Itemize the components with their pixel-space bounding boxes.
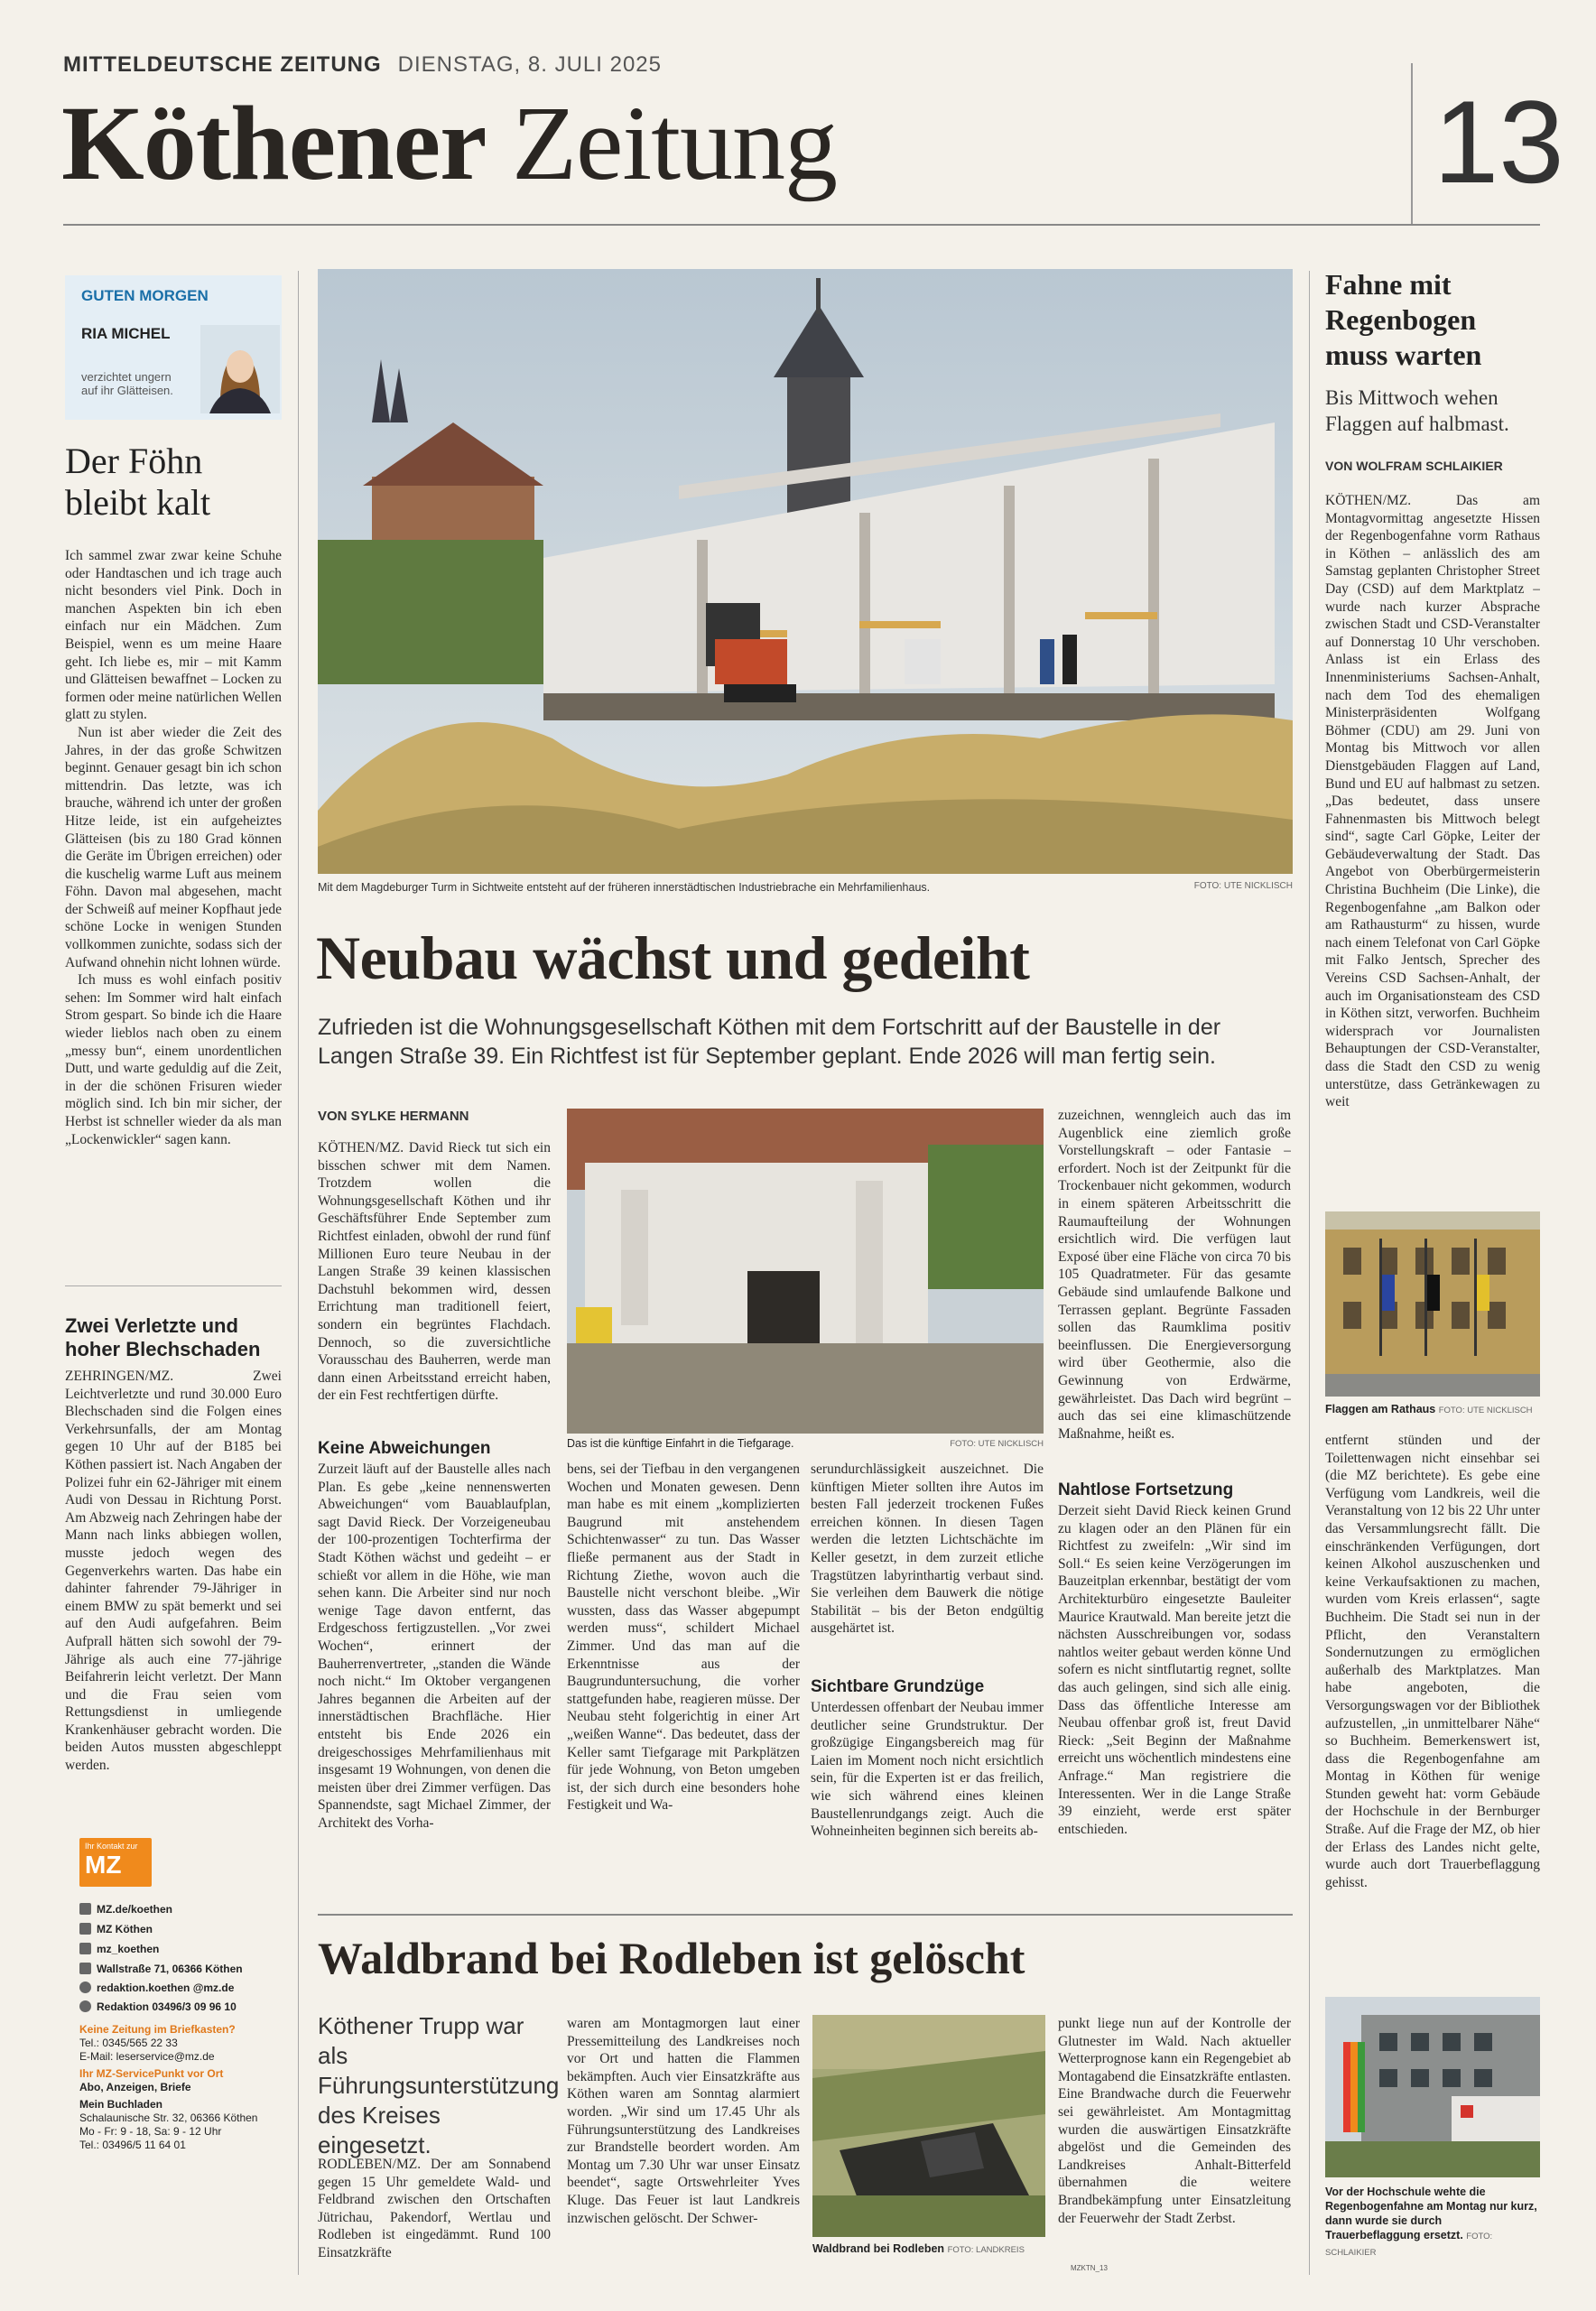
footer-code: MZKTN_13 — [1071, 2264, 1108, 2272]
left-divider — [65, 1285, 282, 1286]
main-col3-text: serundurchlässigkeit auszeichnet. Die künftigen Mieter sollten ihre Autos im besten Fall jederzeit trockenen Fußes erreichen können. In diesen Tagen werden die letzten Lichtschächte im Keller gesetzt, in dem zurzeit etliche Tragstützen labyrinthartig verbaut sind. Sie verleihen dem Bauwerk die nötige Stabilität – bis der Beton endgültig ausgehärtet ist. — [811, 1462, 1044, 1637]
contact-link-label: mz_koethen — [97, 1943, 160, 1955]
main-col4-text: zuzeichnen, wenngleich auch das im Augenblick eine ziemlich große Vorstellungskraft – oder Fantasie – erfordert. Noch ist der Zeitpunkt für die Trockenbauer nicht gekommen, wodurch in einem späteren Arbeitsschritt die Raumaufteilung der Wohnungen ersichtlich wird. Die verfügen laut Exposé über eine Fläche von circa 70 bis 105 Quadratmeter. Für das gesamte Gebäude sind umlaufende Balkone und Terrassen geplant. Begrünte Fassaden sollen das Raumklima positiv beeinflussen. Die Energieversorgung wird über Geothermie, also die Gewinnung von Erdwärme, gewährleistet. Das Dach wird begrünt – auch das sei eine klimaschützende Maßnahme, heißt es. — [1058, 1108, 1291, 1442]
column-divider-right — [1309, 271, 1310, 2275]
contact-email-text: redaktion.koethen @mz.de — [97, 1982, 235, 1994]
bottom-headline: Waldbrand bei Rodleben ist gelöscht — [318, 1933, 1025, 1983]
web-icon — [79, 1903, 91, 1915]
contact-link-facebook[interactable] — [79, 1919, 269, 1939]
main-col4-subhead: Nahtlose Fortsetzung — [1058, 1480, 1234, 1499]
main-photo-caption-text: Mit dem Magdeburger Turm in Sichtweite entsteht auf der früheren innerstädtischen Industriebrache ein Mehrfamilienhaus. — [318, 881, 931, 894]
bottom-lead: Köthener Trupp war als Führungsunterstützung des Kreises eingesetzt. — [318, 2012, 560, 2158]
delivery-head: Keine Zeitung im Briefkasten? — [79, 2023, 236, 2036]
rathaus-flags-photo — [1325, 1211, 1540, 1397]
mz-badge — [79, 1838, 152, 1887]
hochschule-caption-text: Vor der Hochschule wehte die Regenbogenfahne am Montag nur kurz, dann wurde sie durch Trauerbeflaggung ersetzt. — [1325, 2186, 1537, 2241]
contact-box — [79, 1838, 269, 2152]
rathaus-caption-text: Flaggen am Rathaus — [1325, 1403, 1436, 1415]
paper-title-bold: Köthener — [61, 84, 487, 202]
main-lead: Zufrieden ist die Wohnungsgesellschaft Köthen mit dem Fortschritt auf der Baustelle in der Langen Straße 39. Ein Richtfest ist für September geplant. Ende 2026 will man fertig sein. — [318, 1015, 1221, 1069]
delivery-mail: E-Mail: leserservice@mz.de — [79, 2050, 215, 2063]
paper-title — [61, 84, 837, 202]
tiefgarage-credit: FOTO: UTE NICKLISCH — [950, 1439, 1044, 1449]
contact-address — [79, 1963, 269, 1976]
tiefgarage-photo — [567, 1109, 1044, 1434]
issue-date: DIENSTAG, 8. JULI 2025 — [397, 52, 662, 77]
unfall-body: ZEHRINGEN/MZ. Zwei Leichtverletzte und rund 30.000 Euro Blechschaden sind die Folgen eines Verkehrsunfalls, der am Montag gegen 10 Uhr auf der B185 bei Köthen passiert ist. Nach Angaben der Polizei fuhr ein 62-Jähriger mit einem Audi von Dessau in Richtung Porst. Am Abzweig nach Zehringen habe der Mann nach links abbiegen wollen, musste jedoch wegen des Gegenverkehrs warten. Das habe ein dahinter fahrender 79-Jähriger in einem BMW zu spät bemerkt und sei auf den Audi aufgefahren. Beim Aufprall hätten sich sowohl der 79-Jährige als auch eine 77-jährige Beifahrerin leicht verletzt. Der Mann und die Frau seien vom Rettungsdienst in umliegende Krankenhäuser gebracht worden. Die beiden Autos mussten abgeschleppt werden. — [65, 1369, 282, 1774]
contact-email[interactable] — [79, 1982, 269, 1995]
contact-link-label: MZ.de/koethen — [97, 1903, 173, 1916]
rathaus-caption — [1325, 1403, 1540, 1415]
shop-name: Mein Buchladen — [79, 2098, 163, 2111]
hochschule-photo — [1325, 1997, 1540, 2177]
contact-phone — [79, 2000, 269, 2014]
masthead-rule — [63, 224, 1540, 226]
main-byline: VON SYLKE HERMANN — [318, 1109, 469, 1124]
shop-tel: Tel.: 03496/5 11 64 01 — [79, 2139, 186, 2151]
publication-name: MITTELDEUTSCHE ZEITUNG — [63, 52, 382, 77]
service-sub: Abo, Anzeigen, Briefe — [79, 2081, 191, 2093]
right-text2: entfernt stünden und der Toilettenwagen nicht einsehbar sei (die MZ berichtete). Es gebe eine Verfügung vom Landkreis, weil die Veranstaltung von 12 bis 22 Uhr unter das Versammlungsrecht fällt. Die einschränkenden Verfügungen, dort keinen Alkohol auszuschenken und keine Verkaufsaktionen zu machen, wurden vom Kreis erlassen“, sagte Buchheim. Die Stadt sei nun in der Pflicht, den Veranstaltern Sondernutzungen zu ermöglichen außerhalb des Marktplatzes. Man habe angeboten, die Versorgungswagen vor der Bibliothek aufzustellen, „in unmittelbarer Nähe“ so Buchheim. Bemerkenswert ist, dass die Regenbogenfahne am Montag in Köthen für wenige Stunden geweht hat: vorm Gebäude der Hochschule in der Bernburger Straße. Auf die Frage der MZ, ob hier der Erlass des Landes nicht gelte, wurde auch dort Trauerbeflaggung gehisst. — [1325, 1433, 1540, 1890]
mail-icon — [79, 1963, 91, 1974]
contact-phone-text: Redaktion 03496/3 09 96 10 — [97, 2000, 237, 2013]
contact-link-label: MZ Köthen — [97, 1923, 153, 1935]
guten-morgen-label: GUTEN MORGEN — [81, 287, 209, 304]
rathaus-credit: FOTO: UTE NICKLISCH — [1438, 1406, 1533, 1415]
at-icon — [79, 1982, 91, 1993]
bottom-col1: RODLEBEN/MZ. Der am Sonnabend gegen 15 Uhr gemeldete Wald- und Feldbrand zwischen den Ortschaften Jütrichau, Pakendorf, Wertlau und Rodleben ist eingedämmt. Rund 100 Einsatzkräfte — [318, 2157, 551, 2260]
shop-hours: Mo - Fr: 9 - 18, Sa: 9 - 12 Uhr — [79, 2125, 222, 2138]
contact-address-text: Wallstraße 71, 06366 Köthen — [97, 1963, 243, 1975]
x-icon — [79, 1943, 91, 1954]
main-col3-subhead: Sichtbare Grundzüge — [811, 1677, 985, 1696]
column-divider-left — [298, 271, 299, 2275]
delivery-tel: Tel.: 0345/565 22 33 — [79, 2037, 178, 2049]
page-number-divider — [1411, 63, 1413, 226]
right-text1: KÖTHEN/MZ. Das am Montagvormittag angesetzte Hissen der Regenbogenfahne vorm Rathaus in Köthen – anlässlich des am Samstag geplanten Christopher Street Day (CSD) auf dem Marktplatz – wurde nach kurzer Absprache zwischen Stadt und CSD-Veranstalter auf Donnerstag 10 Uhr verschoben. Anlass ist ein Erlass des Innenministeriums Sachsen-Anhalt, nach dem Tod des ehemaligen Ministerpräsidenten Wolfgang Böhmer (CDU) am 29. Juni von Montag bis Mittwoch vor allen Dienstgebäuden Flaggen auf Land, Bund und EU auf halbmast zu setzen. „Das bedeutet, dass unsere Fahnenmasten bis Mittwoch belegt sind“, sagte Carl Göpke, Leiter der Gebäudeverwaltung der Stadt. Das Angebot von Oberbürgermeisterin Christina Buchheim (Die Linke), die Regenbogenfahne „am Balkon oder am Rathausturm“ zu hissen, wurde nach einem Telefonat von Carl Göpke mit Falko Jentsch, Sprecher des Vereins CSD Sachsen-Anhalt, der auch im Organisationsteam des CSD in Köthen sitzt, verworfen. Buchheim widersprach vor Journalisten Behauptungen der CSD-Veranstalter, dass die Stadt den CSD zu wenig unterstütze, dass Getränkewagen zu weit — [1325, 493, 1540, 1110]
shop-address: Schalaunische Str. 32, 06366 Köthen — [79, 2111, 258, 2124]
contact-link-x[interactable] — [79, 1939, 269, 1959]
column-left-headline: Der Föhn bleibt kalt — [65, 441, 211, 523]
author-name: RIA MICHEL — [81, 325, 171, 342]
bottom-col3: punkt liege nun auf der Kontrolle der Glutnester im Wald. Nach aktueller Wetterprognose kann ein Regengebiet ab Montagabend die Einsatzkräfte entlasten. Eine Brandwache durch die Feuerwehr sei gewährleistet. Am Montagmittag wurden die auswärtigen Einsatzkräfte abgelöst und die Gemeinden des Landkreises Anhalt-Bitterfeld übernahmen die weitere Brandbekämpfung unter Einsatzleitung der Feuerwehr der Stadt Zerbst. — [1058, 2016, 1291, 2226]
waldbrand-photo — [812, 2015, 1045, 2237]
mz-badge-text: MZ — [85, 1851, 122, 1879]
right-byline: VON WOLFRAM SCHLAIKIER — [1325, 459, 1503, 473]
right-headline: Fahne mit Regenbogen muss warten — [1325, 268, 1482, 371]
paper-title-regular: Zeitung — [511, 84, 837, 202]
waldbrand-credit: FOTO: LANDKREIS — [947, 2245, 1025, 2255]
main-col1-text: Zurzeit läuft auf der Baustelle alles nach Plan. Es gebe „keine nennenswerten Abweichungen“ vom Bauablaufplan, sagt David Rieck. Der Vorzeigeneubau der 100-prozentigen Tochterfirma der Stadt Köthen wächst und gedeiht – er schießt vor allem in die Höhe, wie man sehen kann. Die Arbeiter sind nur noch wenige Tage davon entfernt, das Erdgeschoss fertigzustellen. „Vor zwei Wochen“, erinnert der Bauherrenvertreter, „standen die Wände noch nicht.“ Im Oktober vergangenen Jahres begannen die Arbeiten auf der innerstädtischen Brachfläche. Hier entsteht bis Ende 2026 ein dreigeschossiges Mehrfamilienhaus mit insgesamt 19 Wohnungen, von denen die meisten über drei Zimmer verfügen. Das Spannendste, sagt Michael Zimmer, der Architekt des Vorha- — [318, 1462, 551, 1831]
unfall-headline: Zwei Verletzte und hoher Blechschaden — [65, 1314, 261, 1360]
hochschule-caption — [1325, 2185, 1540, 2260]
waldbrand-caption — [812, 2242, 1045, 2255]
page-number: 13 — [1434, 76, 1564, 208]
mz-badge-small: Ihr Kontakt zur — [85, 1842, 138, 1851]
main-col1-subhead: Keine Abweichungen — [318, 1439, 491, 1458]
main-photo-construction — [318, 269, 1293, 874]
column-left-paragraph: Ich sammel zwar zwar keine Schuhe oder Handtaschen und ich trage auch nicht besonders viel Pink. Doch in manchen Aspekten bin ich eben einfach nur ein Mädchen. Zum Beispiel, wenn es um meine Haare geht. Ich liebe es, mir – mit Kamm und Glätteisen bewaffnet – Locken zu formen oder meine natürlichen Wellen glatt zu stylen. — [65, 548, 282, 723]
column-left-paragraph: Nun ist aber wieder die Zeit des Jahres, in der das große Schwitzen beginnt. Genauer gesagt bin ich schon mittendrin. Das letzte, was ich brauche, während ich unter der großen Hitze leide, ist ein aufgeheiztes Glätteisen (bis zu 180 Grad können die Geräte im Übrigen erreichen) oder die kuschelig warme Luft aus meinem Föhn. Davon mal abgesehen, macht der Schweiß auf meiner Kopfhaut jede schöne Locke in wenigen Stunden vollkommen zunichte, sodass sich der Aufwand ohnehin nicht lohnen würde. — [65, 724, 282, 970]
facebook-icon — [79, 1923, 91, 1935]
author-photo — [200, 325, 280, 413]
main-col2-text: bens, sei der Tiefbau in den vergangenen Wochen und Monaten gewesen. Denn man habe es mit einem „komplizierten Baugrund mit anstehendem Schichtenwasser“ zu tun. Das Wasser fließe permanent aus der Stadt in Richtung Ziethe, wovon auch die Baustelle nicht verschont bleibe. „Wir wussten, dass das Wasser abgepumpt werden muss“, schildert Michael Zimmer. Und das man auf die Erkenntnisse aus der Baugrunduntersuchung, die vorher stattgefunden habe, reagieren müsse. Der Neubau steht folgerichtig in einer Art „weißen Wanne“. Das bedeutet, dass der Keller samt Tiefgarage mit Parkplätzen für jede Wohnung, von Beton umgeben ist, der sich durch eine besonders hohe Festigkeit und Wa- — [567, 1462, 800, 1814]
main-col1-intro: KÖTHEN/MZ. David Rieck tut sich ein bisschen schwer mit dem Namen. Trotzdem wollen die Wohnungsgesellschaft Köthen und ihr Geschäftsführer Ende September zum Richtfest einladen, obwohl der rund fünf Millionen Euro teure Neubau in der Langen Straße 39 keinen klassischen Dachstuhl bekommen wird, dessen Errichtung man traditionell feiert, sondern ein begrüntes Flachdach. Dennoch, so die zuversichtliche Vorausschau des Bauherren, werde man dann einen Arbeitsstand erreicht haben, der ein Fest rechtfertigen dürfte. — [318, 1140, 551, 1404]
column-left-paragraph: Ich muss es wohl einfach positiv sehen: Im Sommer wird halt einfach Strom gespart. So binde ich die Haare wieder lieblos nach oben zu einem „messy bun“, einem unordentlichen Dutt, und warte geduldig auf die Zeit, in der die schönen Frisuren wieder möglich sind. Ich bin mir sicher, der Herbst ist schneller wieder da als man „Lockenwickler“ sagen kann. — [65, 972, 282, 1147]
main-col3-text2: Unterdessen offenbart der Neubau immer deutlicher seine Grundstruktur. Der großzügige Eingangsbereich mag für Laien im Moment noch nicht ersichtlich sein, für die Experten ist er das freilich, wie sich während eines kleinen Baustellenrundgangs zeigt. Auch die Wohneinheiten beginnen sich bereits ab- — [811, 1700, 1044, 1840]
main-col4-text2: Derzeit sieht David Rieck keinen Grund zu klagen oder an den Plänen für ein Richtfest zu zweifeln: „Wir sind im Soll.“ Es seien keine Verzögerungen im Bauzeitplan erkennbar, bestätigt der vom Architekturbüro eingesetzte Bauleiter Maurice Krautwald. Man bereite jetzt die nächsten Ausschreibungen vor, sodass nahtlos weiter gebaut werden könne Und sofern es nicht sintflutartig regnet, sollte das auch gelingen, sind sich alle einig. Dass das öffentliche Interesse am Neubau offenbar groß ist, freut David Rieck: „Seit Beginn der Maßnahme erreicht uns wöchentlich mindestens eine Anfrage.“ Man registriere die Interessenten. Wer in die Lange Straße 39 einzieht, werde erst später entschieden. — [1058, 1503, 1291, 1837]
bottom-col2: waren am Montagmorgen laut einer Pressemitteilung des Landkreises noch vor Ort und hatten die Flammen bekämpften. Auch vier Einsatzkräfte aus Köthen waren am Sonntag alarmiert worden. „Wir sind um 17.45 Uhr als Führungsunterstützung des Landkreises zur Brandstelle beordert worden. Am Montag um 7.30 Uhr war unser Einsatz beendet“, sagte Ortswehrleiter Yves Kluge. Das Feuer ist laut Landkreis inzwischen gelöscht. Der Schwer- — [567, 2016, 800, 2226]
bottom-article-rule — [318, 1914, 1293, 1916]
column-left-body — [65, 547, 282, 1287]
masthead-top — [63, 52, 662, 78]
phone-icon — [79, 2000, 91, 2012]
author-note: verzichtet ungern auf ihr Glätteisen. — [81, 370, 173, 397]
tiefgarage-caption — [567, 1437, 1044, 1450]
contact-link-web[interactable] — [79, 1899, 269, 1919]
waldbrand-caption-text: Waldbrand bei Rodleben — [812, 2242, 945, 2255]
main-photo-caption — [318, 881, 1293, 894]
service-head: Ihr MZ-ServicePunkt vor Ort — [79, 2067, 224, 2080]
right-subheadline: Bis Mittwoch wehen Flaggen auf halbmast. — [1325, 386, 1509, 435]
main-headline: Neubau wächst und gedeiht — [316, 923, 1030, 992]
tiefgarage-caption-text: Das ist die künftige Einfahrt in die Tiefgarage. — [567, 1437, 794, 1450]
hochschule-credit: FOTO: SCHLAIKIER — [1325, 2232, 1493, 2258]
main-photo-credit: FOTO: UTE NICKLISCH — [1193, 881, 1293, 891]
